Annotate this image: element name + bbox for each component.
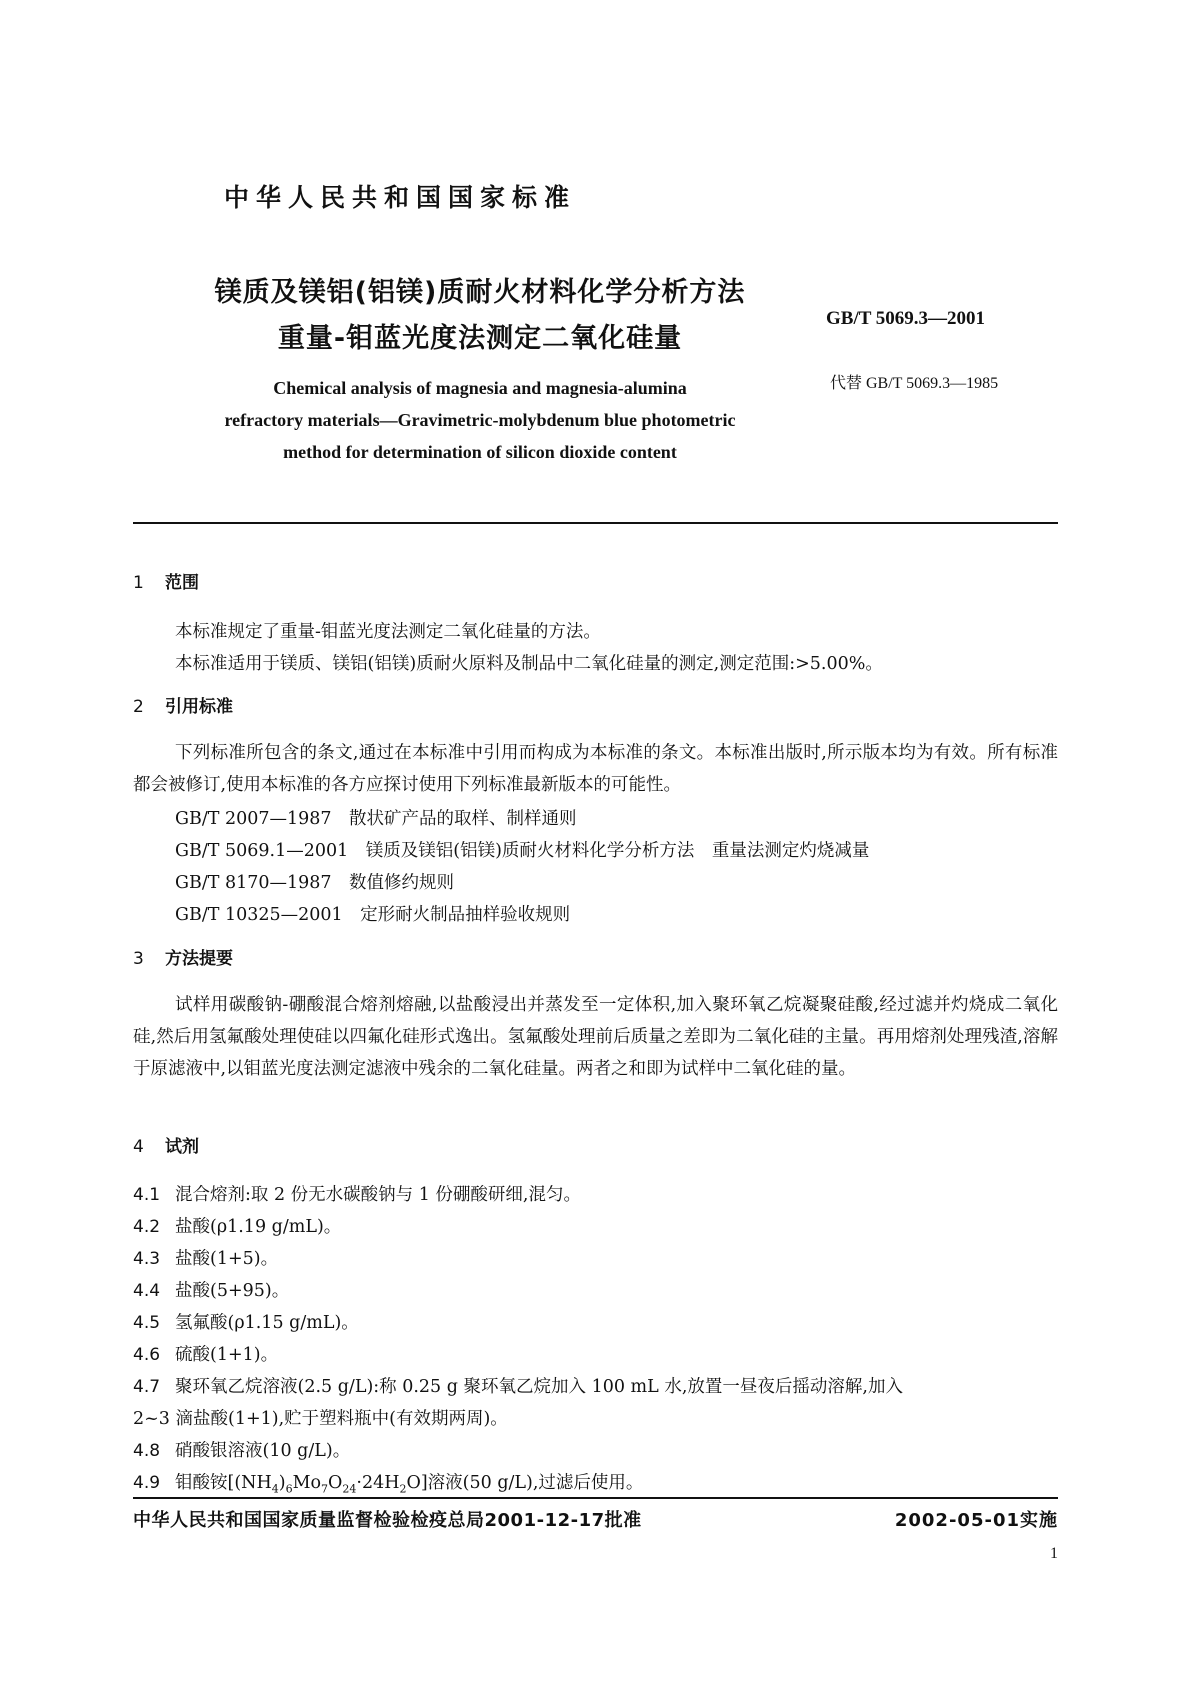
document-title-line2: 重量-钼蓝光度法测定二氧化硅量: [277, 323, 683, 354]
reagent-number: 4.4: [133, 1281, 161, 1301]
national-standard-heading: 中华人民共和国国家标准: [223, 183, 576, 212]
reference-item: GB/T 8170—1987 数值修约规则: [175, 873, 455, 893]
reagent-item: [133, 1341, 278, 1366]
document-title-line1: 镁质及镁铝(铝镁)质耐火材料化学分析方法: [214, 277, 746, 308]
reagent-item: [133, 1245, 278, 1270]
reagent-item-continuation: 2~3 滴盐酸(1+1),贮于塑料瓶中(有效期两周)。: [133, 1409, 508, 1429]
english-title-line2: refractory materials—Gravimetric-molybdenum blue photometric: [224, 410, 736, 430]
section-3-title: 方法提要: [165, 949, 233, 969]
reagent-number: 4.7: [133, 1377, 161, 1397]
references-intro-paragraph: 下列标准所包含的条文,通过在本标准中引用而构成为本标准的条文。本标准出版时,所示版本均为有效。所有标准都会被修订,使用本标准的各方应探讨使用下列标准最新版本的可能性。: [133, 743, 1058, 795]
effective-date: 2002-05-01实施: [894, 1510, 1058, 1531]
english-title-line1: Chemical analysis of magnesia and magnesia-alumina: [273, 378, 687, 398]
scope-line-1: 本标准规定了重量-钼蓝光度法测定二氧化硅量的方法。: [175, 622, 601, 642]
scope-line-2: 本标准适用于镁质、镁铝(铝镁)质耐火原料及制品中二氧化硅量的测定,测定范围:>5.00%。: [175, 654, 883, 674]
section-1-number: 1: [133, 573, 144, 593]
section-4-heading: [133, 1132, 199, 1157]
reagent-item: [133, 1437, 350, 1462]
section-2-number: 2: [133, 697, 144, 717]
reagent-item: [133, 1469, 643, 1496]
reagent-number: 4.1: [133, 1185, 161, 1205]
method-summary-paragraph: 试样用碳酸钠-硼酸混合熔剂熔融,以盐酸浸出并蒸发至一定体积,加入聚环氧乙烷凝聚硅酸,经过滤并灼烧成二氧化硅,然后用氢氟酸处理使硅以四氟化硅形式逸出。氢氟酸处理前后质量之差即为二氧化硅的主量。再用熔剂处理残渣,溶解于原滤液中,以钼蓝光度法测定滤液中残余的二氧化硅量。两者之和即为试样中二氧化硅的量。: [133, 995, 1058, 1079]
reagent-number: 4.5: [133, 1313, 161, 1333]
reagent-text: 盐酸(5+95)。: [175, 1281, 290, 1301]
reagent-text: 盐酸(ρ1.19 g/mL)。: [175, 1217, 342, 1237]
reagent-item: [133, 1309, 359, 1334]
section-4-title: 试剂: [165, 1137, 199, 1157]
reference-item: GB/T 2007—1987 散状矿产品的取样、制样通则: [175, 809, 577, 829]
reagent-item: [133, 1213, 341, 1238]
reagent-item: [133, 1373, 903, 1398]
section-2-title: 引用标准: [165, 697, 233, 717]
footer-divider: [133, 1497, 1058, 1499]
reagent-text: 盐酸(1+5)。: [175, 1249, 279, 1269]
page-number: 1: [1050, 1545, 1058, 1562]
section-3-number: 3: [133, 949, 144, 969]
section-2-heading: [133, 692, 233, 717]
reference-item: GB/T 10325—2001 定形耐火制品抽样验收规则: [175, 905, 571, 925]
reagent-number: 4.6: [133, 1345, 161, 1365]
reagent-number: 4.9: [133, 1473, 161, 1493]
section-1-title: 范围: [165, 573, 199, 593]
reagent-item: [133, 1277, 289, 1302]
reference-item: GB/T 5069.1—2001 镁质及镁铝(铝镁)质耐火材料化学分析方法 重量法测定灼烧减量: [175, 841, 870, 861]
reagent-text: 混合熔剂:取 2 份无水碳酸钠与 1 份硼酸研细,混匀。: [175, 1185, 581, 1205]
standard-number: GB/T 5069.3—2001: [826, 308, 986, 329]
replaces-standard: 代替 GB/T 5069.3—1985: [830, 375, 999, 392]
english-title-line3: method for determination of silicon dioxide content: [283, 442, 677, 462]
reagent-text: 氢氟酸(ρ1.15 g/mL)。: [175, 1313, 359, 1333]
reagent-text-formula: 钼酸铵$[(NH_4)_6Mo_7O_{24}\cdot 24H_2O]$溶液(50 g/L),过滤后使用。: [175, 1473, 644, 1496]
approval-authority: 中华人民共和国国家质量监督检验检疫总局2001-12-17批准: [133, 1510, 642, 1531]
section-4-number: 4: [133, 1137, 144, 1157]
reagent-number: 4.8: [133, 1441, 161, 1461]
reagent-text: 聚环氧乙烷溶液(2.5 g/L):称 0.25 g 聚环氧乙烷加入 100 mL 水,放置一昼夜后摇动溶解,加入: [175, 1377, 903, 1397]
reagent-number: 4.2: [133, 1217, 161, 1237]
header-divider: [133, 522, 1058, 524]
section-3-heading: [133, 944, 233, 969]
reagent-text: 硝酸银溶液(10 g/L)。: [175, 1441, 351, 1461]
section-1-heading: [133, 568, 199, 593]
reagent-item: [133, 1181, 581, 1206]
reagent-number: 4.3: [133, 1249, 161, 1269]
reagent-text: 硫酸(1+1)。: [175, 1345, 279, 1365]
